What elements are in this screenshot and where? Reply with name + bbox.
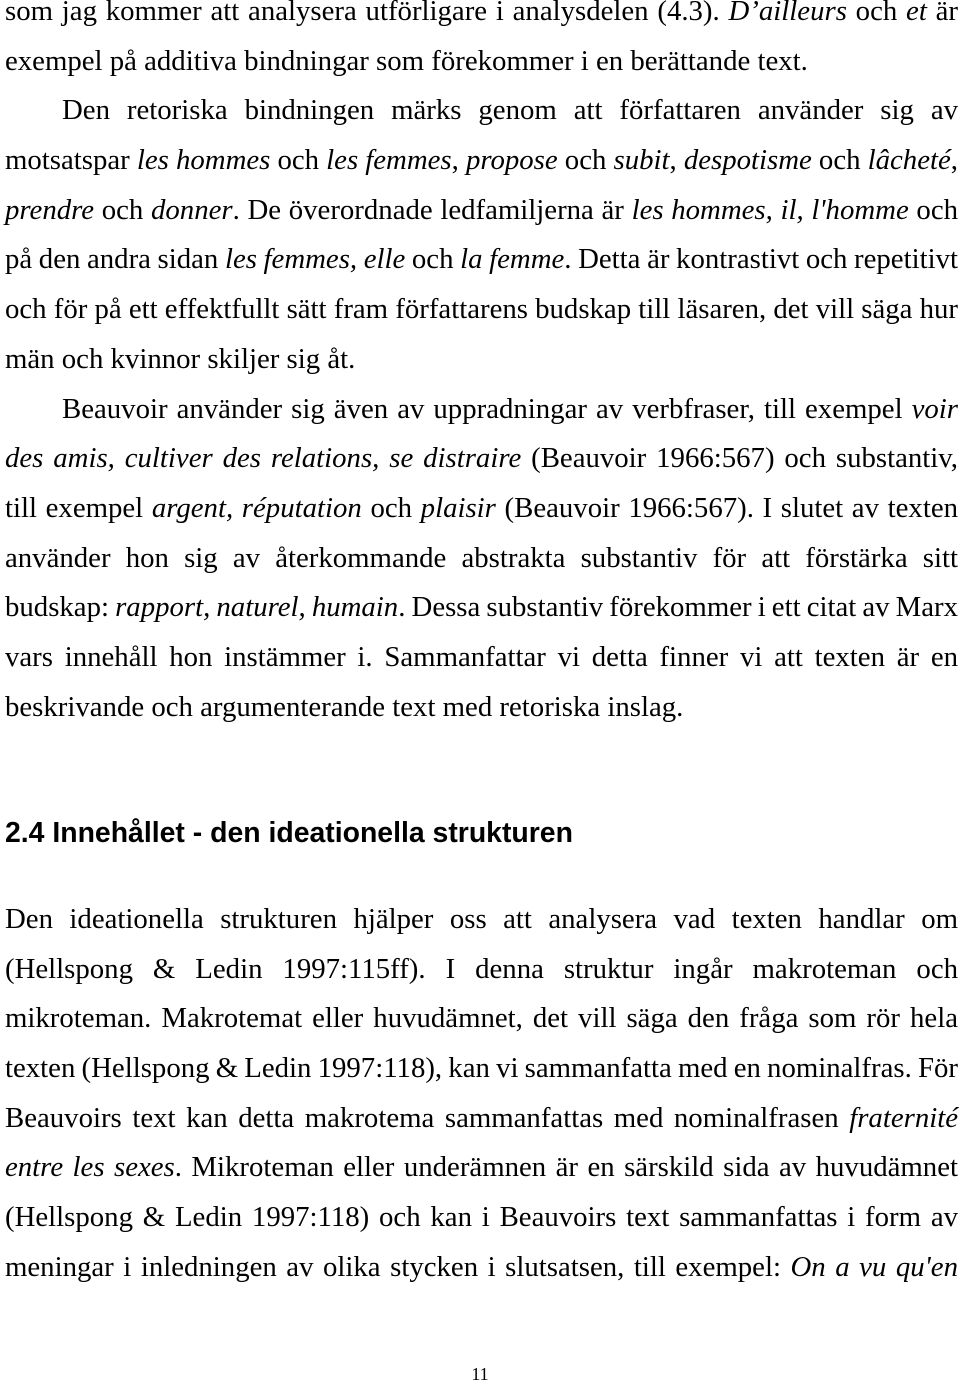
text-line — [5, 1094, 958, 1144]
text-line — [5, 235, 958, 285]
section-body — [5, 895, 958, 1293]
text-run: , — [451, 144, 466, 177]
text-line — [5, 1243, 958, 1293]
italic-term: voir — [911, 392, 958, 425]
text-line — [5, 583, 958, 633]
text-run: . Mikroteman eller underämnen är en särskild sida av huvudämnet — [174, 1151, 958, 1184]
line-text — [5, 194, 958, 226]
text-run: mikroteman. Makrotemat eller huvudämnet, det vill säga den fråga som rör hela — [5, 1002, 958, 1035]
text-line — [5, 285, 958, 335]
text-line — [5, 1143, 958, 1193]
italic-term: les femmes, elle — [224, 243, 406, 276]
text-run: (Beauvoir 1966:567). I slutet av texten — [495, 491, 958, 524]
text-run: texten (Hellspong & Ledin 1997:118), kan vi sammanfatta med en nominalfras. För — [5, 1052, 958, 1085]
text-run: budskap: — [5, 591, 116, 624]
italic-term: les hommes, il, l'homme — [631, 193, 909, 226]
line-text — [5, 1052, 958, 1084]
line-text — [5, 293, 958, 325]
line-text — [5, 442, 958, 474]
italic-term: fraternité — [849, 1101, 958, 1134]
text-run: män och kvinnor skiljer sig åt. — [5, 342, 356, 375]
line-text — [5, 343, 355, 375]
text-run: exempel på additiva bindningar som förekommer i en berättande text. — [5, 44, 808, 77]
text-run: och — [557, 144, 614, 177]
line-text — [5, 691, 683, 723]
text-run: och — [908, 193, 958, 226]
text-run: och — [405, 243, 461, 276]
text-line — [5, 434, 958, 484]
text-run: . Dessa substantiv förekommer i ett citat av Marx — [398, 591, 959, 624]
body-paragraph — [5, 0, 958, 86]
italic-term: les femmes — [326, 144, 452, 177]
text-line — [5, 683, 958, 733]
italic-term: plaisir — [420, 491, 496, 524]
text-run: , — [669, 144, 684, 177]
italic-term: donner — [151, 193, 233, 226]
italic-term: propose — [465, 144, 558, 177]
line-text — [5, 1151, 958, 1183]
text-line — [5, 1044, 958, 1094]
text-run: Beauvoir använder sig även av uppradningar av verbfraser, till exempel — [62, 392, 912, 425]
section-paragraph — [5, 895, 958, 1293]
text-run: Beauvoirs text kan detta makrotema sammanfattas med nominalfrasen — [5, 1101, 850, 1134]
italic-term: la femme — [460, 243, 565, 276]
text-run: . De överordnade ledfamiljerna är — [232, 193, 632, 226]
line-text — [5, 0, 958, 27]
italic-term: D’ailleurs — [728, 0, 847, 27]
text-run: meningar i inledningen av olika stycken i slutsatsen, till exempel: — [5, 1250, 791, 1283]
text-line — [5, 385, 958, 435]
text-run: och — [811, 144, 868, 177]
text-run: använder hon sig av återkommande abstrakta substantiv för att förstärka sitt — [5, 541, 958, 574]
text-run: och — [270, 144, 327, 177]
text-run: som jag kommer att analysera utförligare i analysdelen (4.3). — [5, 0, 729, 27]
text-run: vars innehåll hon instämmer i. Sammanfattar vi detta finner vi att texten är en — [5, 640, 958, 673]
italic-term: On a vu qu'en — [790, 1250, 958, 1283]
page-number: 11 — [471, 1364, 489, 1384]
text-line — [5, 994, 958, 1044]
text-line — [5, 86, 958, 136]
text-run: Den ideationella strukturen hjälper oss att analysera vad texten handlar om — [5, 903, 958, 935]
body-paragraph — [5, 385, 958, 733]
text-run: Den retoriska bindningen märks genom att författaren använder sig av — [62, 94, 958, 127]
text-run: och — [846, 0, 907, 27]
text-line — [5, 633, 958, 683]
line-text — [5, 1102, 958, 1134]
text-run: motsatspar — [5, 144, 137, 177]
text-line — [5, 484, 958, 534]
italic-term: lâcheté — [867, 144, 951, 177]
text-line — [5, 534, 958, 584]
text-run: (Hellspong & Ledin 1997:115ff). I denna struktur ingår makroteman och — [5, 952, 958, 985]
text-run: (Hellspong & Ledin 1997:118) och kan i Beauvoirs text sammanfattas i form av — [5, 1201, 958, 1234]
italic-term: prendre — [5, 193, 95, 226]
text-run: och — [94, 193, 151, 226]
line-text — [5, 953, 958, 985]
italic-term: despotisme — [683, 144, 812, 177]
text-line — [5, 1193, 958, 1243]
line-text — [5, 243, 958, 275]
line-text — [5, 45, 808, 77]
text-run: och för på ett effektfullt sätt fram författarens budskap till läsaren, det vill säga hur — [5, 293, 958, 326]
text-line — [5, 186, 958, 236]
line-text — [5, 903, 958, 935]
italic-term: rapport, naturel, humain — [115, 591, 399, 624]
text-line — [5, 0, 958, 37]
text-run: , — [950, 144, 958, 177]
line-text — [5, 542, 958, 574]
text-line — [5, 136, 958, 186]
section-heading: 2.4 Innehållet - den ideationella strukturen — [5, 817, 573, 849]
text-run: till exempel — [5, 491, 152, 524]
italic-term: et — [906, 0, 927, 27]
italic-term: les hommes — [136, 144, 271, 177]
text-line — [5, 945, 958, 995]
text-line — [5, 895, 958, 945]
text-run: är — [926, 0, 958, 27]
page-body — [5, 0, 958, 732]
line-text — [5, 144, 958, 176]
line-text — [5, 641, 958, 673]
text-run: på den andra sidan — [5, 243, 225, 276]
text-run: beskrivande och argumenterande text med retoriska inslag. — [5, 690, 684, 723]
text-line — [5, 37, 958, 87]
text-line — [5, 335, 958, 385]
body-paragraph — [5, 86, 958, 384]
line-text — [62, 393, 958, 425]
line-text — [5, 1201, 958, 1233]
italic-term: entre les sexes — [5, 1151, 175, 1184]
line-text — [62, 94, 958, 126]
text-run: och — [361, 491, 421, 524]
italic-term: subit — [613, 144, 670, 177]
line-text — [5, 492, 958, 524]
line-text — [5, 1002, 958, 1034]
text-run: . Detta är kontrastivt och repetitivt — [564, 243, 958, 276]
line-text — [5, 1251, 958, 1283]
italic-term: des amis, cultiver des relations, se distraire — [5, 442, 522, 475]
line-text — [5, 591, 958, 623]
italic-term: argent, réputation — [151, 491, 362, 524]
text-run: (Beauvoir 1966:567) och substantiv, — [521, 442, 958, 475]
